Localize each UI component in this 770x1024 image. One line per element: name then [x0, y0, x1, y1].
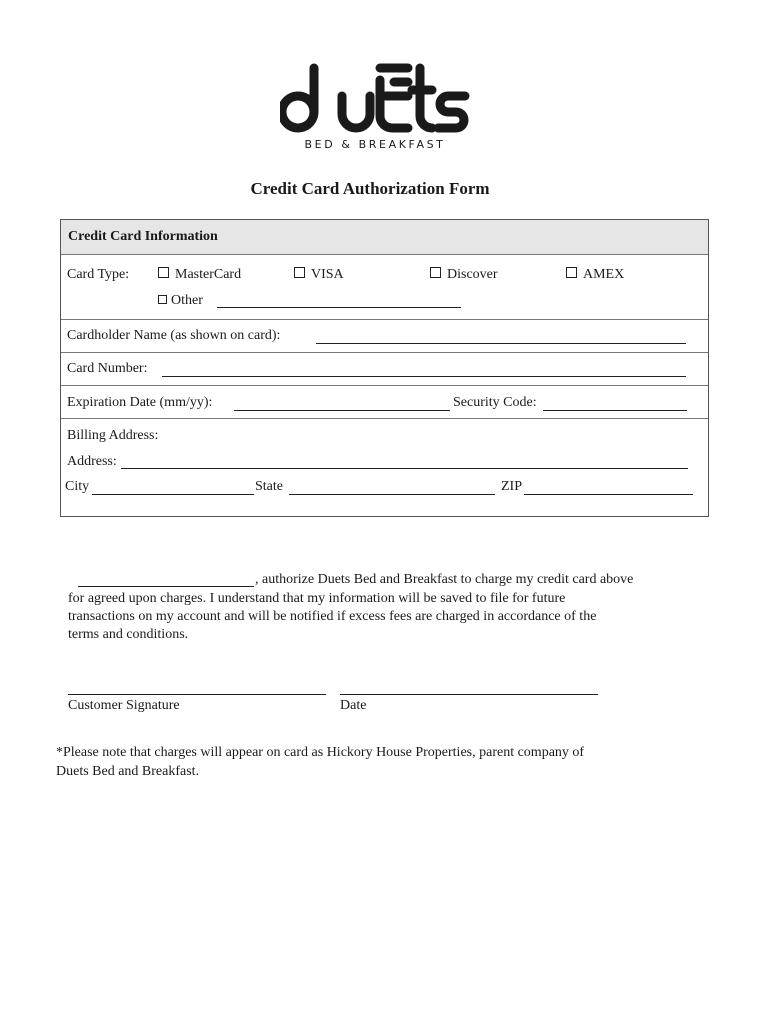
duets-wordmark-logo — [280, 60, 470, 140]
security-code-field[interactable] — [543, 410, 687, 411]
section-header-label: Credit Card Information — [68, 229, 218, 244]
customer-signature-label: Customer Signature — [68, 698, 180, 713]
state-label: State — [255, 479, 283, 494]
form-title: Credit Card Authorization Form — [250, 179, 490, 198]
billing-address-label: Billing Address: — [67, 428, 159, 443]
card-number-label: Card Number: — [67, 361, 148, 376]
city-field[interactable] — [92, 494, 254, 495]
divider — [61, 319, 708, 320]
duets-logo — [280, 60, 470, 155]
discover-checkbox[interactable] — [430, 267, 441, 278]
address-label: Address: — [67, 454, 117, 469]
amex-checkbox[interactable] — [566, 267, 577, 278]
cardholder-name-field[interactable] — [316, 343, 686, 344]
city-label: City — [65, 479, 90, 494]
other-label: Other — [171, 293, 203, 308]
divider — [61, 352, 708, 353]
security-code-label: Security Code: — [453, 395, 537, 410]
card-number-field[interactable] — [162, 376, 686, 377]
section-header — [61, 220, 708, 255]
other-field[interactable] — [217, 307, 461, 308]
mastercard-checkbox[interactable] — [158, 267, 169, 278]
authorization-line-1: , authorize Duets Bed and Breakfast to charge my credit card above — [255, 572, 634, 587]
date-label: Date — [340, 698, 367, 713]
date-field[interactable] — [340, 694, 598, 695]
note-line-1: *Please note that charges will appear on card as Hickory House Properties, parent company of — [56, 745, 585, 760]
cardholder-name-label: Cardholder Name (as shown on card): — [67, 328, 281, 343]
divider — [61, 385, 708, 386]
divider — [61, 418, 708, 419]
mastercard-label: MasterCard — [175, 267, 242, 282]
authorizer-name-field[interactable] — [78, 586, 254, 587]
address-field[interactable] — [121, 468, 688, 469]
authorization-line-2: for agreed upon charges. I understand that my information will be saved to file for future — [68, 591, 566, 606]
zip-label: ZIP — [501, 479, 522, 494]
expiration-date-label: Expiration Date (mm/yy): — [67, 395, 213, 410]
customer-signature-field[interactable] — [68, 694, 326, 695]
amex-label: AMEX — [583, 267, 625, 282]
visa-checkbox[interactable] — [294, 267, 305, 278]
discover-label: Discover — [447, 267, 498, 282]
expiration-date-field[interactable] — [234, 410, 450, 411]
visa-label: VISA — [311, 267, 344, 282]
note-line-2: Duets Bed and Breakfast. — [56, 764, 200, 779]
other-option[interactable] — [158, 293, 203, 309]
state-field[interactable] — [289, 494, 495, 495]
card-type-label: Card Type: — [67, 267, 130, 282]
logo-tagline: BED & BREAKFAST — [304, 138, 446, 151]
authorization-line-3: transactions on my account and will be notified if excess fees are charged in accordance of the — [68, 609, 597, 624]
authorization-line-4: terms and conditions. — [68, 627, 189, 642]
discover-option[interactable] — [430, 267, 498, 283]
amex-option[interactable] — [566, 267, 624, 283]
visa-option[interactable] — [294, 267, 344, 283]
credit-card-info-section — [60, 219, 709, 517]
mastercard-option[interactable] — [158, 267, 241, 283]
other-checkbox[interactable] — [158, 295, 167, 304]
zip-field[interactable] — [524, 494, 693, 495]
